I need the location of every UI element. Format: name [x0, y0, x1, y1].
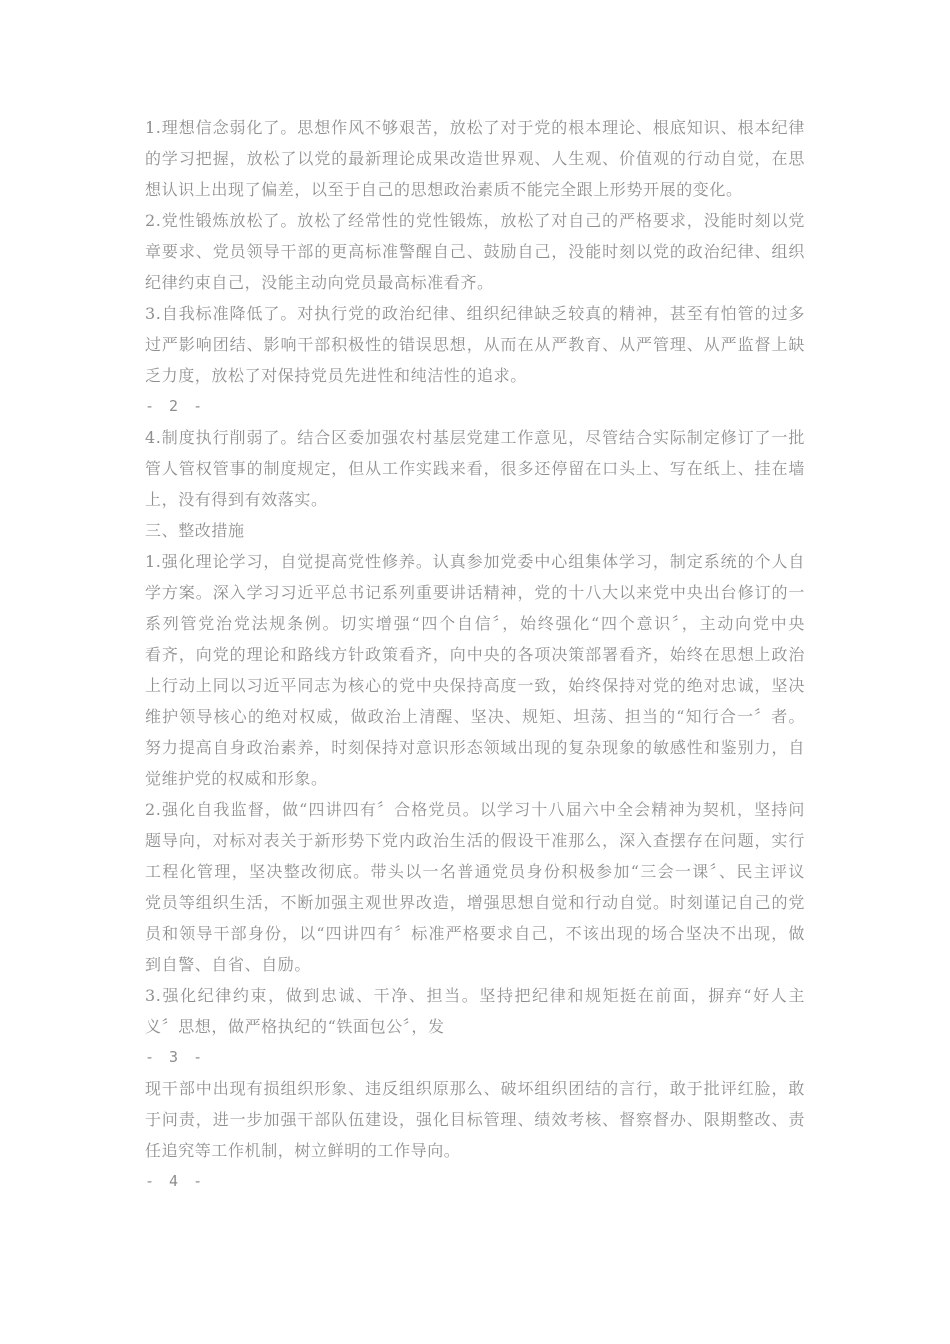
text-line: 党员等组织生活，不断加强主观世界改造，增强思想自觉和行动自觉。时刻谨记自己的党	[145, 893, 805, 912]
text-line: 现干部中出现有损组织形象、违反组织原那么、破坏组织团结的言行，敢于批评红脸，敢	[145, 1079, 805, 1098]
text-line: 看齐，向党的理论和路线方针政策看齐，向中央的各项决策部署看齐，始终在思想上政治	[145, 645, 805, 664]
text-line: 3.强化纪律约束，做到忠诚、干净、担当。坚持把纪律和规矩挺在前面，摒弃“好人主	[145, 986, 805, 1005]
text-line: 过严影响团结、影响干部积极性的错误思想，从而在从严教育、从严管理、从严监督上缺	[145, 335, 805, 354]
text-line: 学方案。深入学习习近平总书记系列重要讲话精神，党的十八大以来党中央出台修订的一	[145, 583, 805, 602]
text-line: 管人管权管事的制度规定，但从工作实践来看，很多还停留在口头上、写在纸上、挂在墙	[145, 459, 805, 478]
text-line: 义〞思想，做严格执纪的“铁面包公〞，发	[145, 1017, 445, 1036]
text-line: 到自警、自省、自励。	[145, 955, 312, 974]
page-number: - 4 -	[145, 1172, 206, 1190]
text-line: 工程化管理，坚决整改彻底。带头以一名普通党员身份积极参加“三会一课〞、民主评议	[145, 862, 805, 881]
text-line: 2.强化自我监督，做“四讲四有〞合格党员。以学习十八届六中全会精神为契机，坚持问	[145, 800, 805, 819]
text-line: 员和领导干部身份，以“四讲四有〞标准严格要求自己，不该出现的场合坚决不出现，做	[145, 924, 805, 943]
document-page	[145, 112, 805, 1197]
text-line: 3.自我标准降低了。对执行党的政治纪律、组织纪律缺乏较真的精神，甚至有怕管的过多	[145, 304, 805, 323]
text-line: 维护领导核心的绝对权威，做政治上清醒、坚决、规矩、坦荡、担当的“知行合一〞者。	[145, 707, 805, 726]
text-line: 2.党性锻炼放松了。放松了经常性的党性锻炼，放松了对自己的严格要求，没能时刻以党	[145, 211, 805, 230]
text-line: 乏力度，放松了对保持党员先进性和纯洁性的追求。	[145, 366, 527, 385]
text-line: 章要求、党员领导干部的更高标准警醒自己、鼓励自己，没能时刻以党的政治纪律、组织	[145, 242, 805, 261]
text-line: 1.理想信念弱化了。思想作风不够艰苦，放松了对于党的根本理论、根底知识、根本纪律	[145, 118, 805, 137]
text-line: 上行动上同以习近平同志为核心的党中央保持高度一致，始终保持对党的绝对忠诚，坚决	[145, 676, 805, 695]
text-line: 纪律约束自己，没能主动向党员最高标准看齐。	[145, 273, 494, 292]
text-line: 任追究等工作机制，树立鲜明的工作导向。	[145, 1141, 461, 1160]
page-number: - 3 -	[145, 1048, 206, 1066]
page-number: - 2 -	[145, 397, 206, 415]
text-line: 三、整改措施	[145, 521, 245, 540]
text-line: 上，没有得到有效落实。	[145, 490, 328, 509]
text-line: 1.强化理论学习，自觉提高党性修养。认真参加党委中心组集体学习，制定系统的个人自	[145, 552, 805, 571]
text-line: 4.制度执行削弱了。结合区委加强农村基层党建工作意见，尽管结合实际制定修订了一批	[145, 428, 805, 447]
text-line: 努力提高自身政治素养，时刻保持对意识形态领域出现的复杂现象的敏感性和鉴别力，自	[145, 738, 805, 757]
text-line: 系列管党治党法规条例。切实增强“四个自信〞，始终强化“四个意识〞，主动向党中央	[145, 614, 805, 633]
text-line: 的学习把握，放松了以党的最新理论成果改造世界观、人生观、价值观的行动自觉，在思	[145, 149, 805, 168]
text-line: 想认识上出现了偏差，以至于自己的思想政治素质不能完全跟上形势开展的变化。	[145, 180, 743, 199]
text-line: 题导向，对标对表关于新形势下党内政治生活的假设干准那么，深入查摆存在问题，实行	[145, 831, 805, 850]
text-line: 觉维护党的权威和形象。	[145, 769, 328, 788]
text-line: 于问责，进一步加强干部队伍建设，强化目标管理、绩效考核、督察督办、限期整改、责	[145, 1110, 805, 1129]
